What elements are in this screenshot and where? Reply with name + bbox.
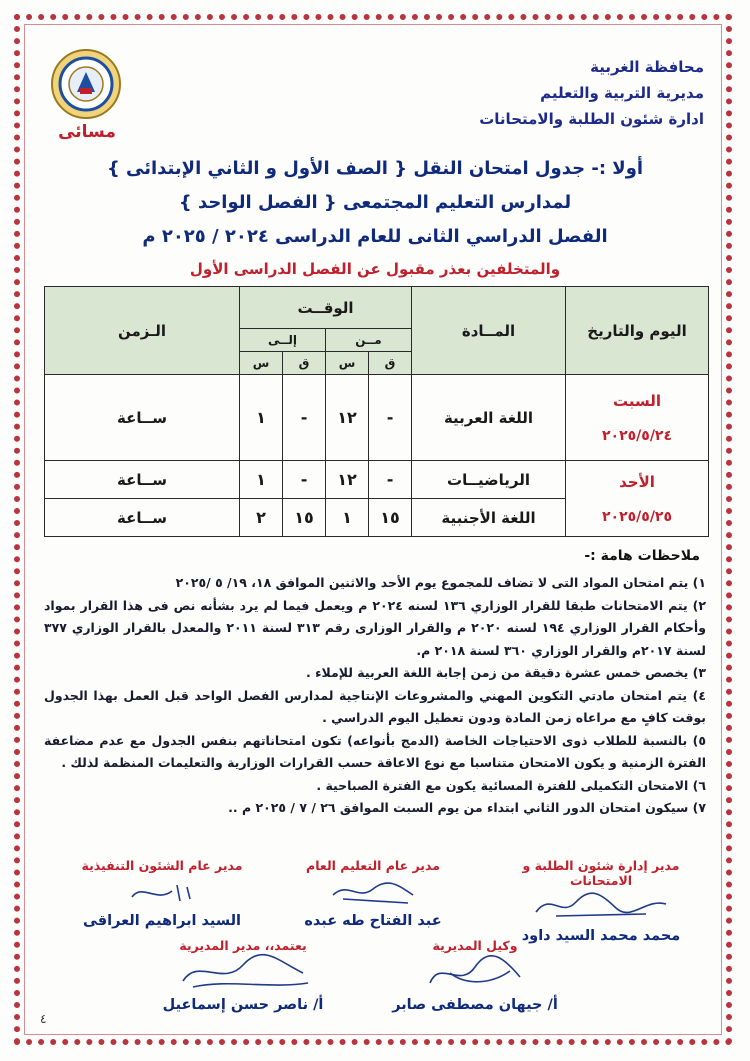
to-hour-cell: ١	[240, 461, 283, 499]
handwritten-signature-icon	[313, 873, 433, 909]
header-to-hour: س	[240, 352, 283, 375]
duration-cell: ســاعة	[45, 499, 240, 537]
to-min-cell: ١٥	[283, 499, 326, 537]
notes-list	[44, 572, 706, 820]
from-hour-cell: ١	[326, 499, 369, 537]
day-date-cell	[566, 461, 709, 537]
note-item: ٢) يتم الامتحانات طبقا للقرار الوزاري ١٣٦ لسنه ٢٠٢٤ م ويعمل فيما لم يرد بشأنه نص فى هذا القرار بمواد وأحكام القرار الوزاري ١٩٤ لسنه ٢٠٢٠ م والقرار الوزارى رقم ٣١٣ لسنة ٢٠١١ والمعدل بالقرار الوزاري ٣٧٧ لسنة ٢٠١٧م والقرار الوزاري ٣٦٠ لسنة ٢٠١٨ م.	[44, 597, 706, 658]
header-day-date: اليوم والتاريخ	[566, 287, 709, 375]
header-to-min: ق	[283, 352, 326, 375]
table-header-row	[45, 287, 709, 329]
to-min-cell: -	[283, 375, 326, 461]
logo-caption: مسائى	[58, 122, 116, 142]
signature-name: عبد الفتاح طه عبده	[304, 913, 442, 929]
header-duration: الـزمن	[45, 287, 240, 375]
note-item: ٤) يتم امتحان مادتي التكوين المهني والمشروعات الإنتاجية لمدارس الفصل الواحد قبل العمل بهذا الجدول بوقت كافٍ مع مراعاه زمن المادة ودون تعطيل اليوم الدراسي .	[44, 687, 706, 725]
handwritten-signature-icon	[102, 873, 222, 909]
note-item: ٥) بالنسبة للطلاب ذوى الاحتياجات الخاصة (الدمج بأنواعه) تكون امتحاناتهم بنفس الجدول مع عدم مضاعفة الفترة الزمنية و يكون الامتحان متناسبا مع نوع الاعاقة حسب القرارات الوزارية والتعليمات المنظمة لذلك .	[44, 732, 706, 770]
signature-executive-affairs	[62, 858, 262, 929]
subject-cell: الرياضيــات	[412, 461, 566, 499]
signature-role: يعتمد،، مدير المديرية	[179, 938, 307, 953]
note-item: ٧) سيكون امتحان الدور الثاني ابتداء من يوم السبت الموافق ٢٦ / ٧ / ٢٠٢٥ م ..	[228, 800, 706, 815]
title-line-3: الفصل الدراسي الثانى للعام الدراسى ٢٠٢٤ / ٢٠٢٥ م	[142, 226, 608, 247]
signature-director	[138, 938, 348, 1013]
day-date-cell	[566, 375, 709, 461]
handwritten-signature-icon	[526, 888, 676, 924]
signature-name: السيد ابراهيم العراقى	[82, 913, 242, 929]
title-line-4: والمتخلفين بعذر مقبول عن الفصل الدراسى الأول	[189, 260, 561, 278]
from-min-cell: -	[369, 375, 412, 461]
signature-name: أ/ جيهان مصطفى صابر	[392, 997, 558, 1013]
header-time: الوقــت	[240, 287, 412, 329]
to-hour-cell: ١	[240, 375, 283, 461]
signature-name: محمد محمد السيد داود	[521, 928, 681, 944]
duration-cell: ســاعة	[45, 375, 240, 461]
signature-role: مدير عام الشئون التنفيذية	[81, 858, 243, 873]
subject-cell: اللغة العربية	[412, 375, 566, 461]
title-line-1: أولا :- جدول امتحان النقل { الصف الأول و الثاني الإبتدائى }	[106, 158, 644, 179]
date-label: ٢٠٢٥/٥/٢٤	[601, 427, 673, 444]
subject-cell: اللغة الأجنبية	[412, 499, 566, 537]
to-hour-cell: ٢	[240, 499, 283, 537]
to-min-cell: -	[283, 461, 326, 499]
governorate-label: محافظة الغربية	[590, 58, 704, 76]
day-label: السبت	[612, 391, 662, 410]
signature-role: وكيل المديرية	[432, 938, 518, 953]
header-to: إلــى	[240, 329, 326, 352]
note-item: ١) يتم امتحان المواد التى لا تضاف للمجموع يوم الأحد والاثنين الموافق ١٨، ١٩/ ٥ /٢٠٢٥	[175, 575, 706, 590]
issuer-header	[479, 54, 704, 132]
signature-student-affairs	[496, 858, 706, 944]
from-min-cell: ١٥	[369, 499, 412, 537]
from-hour-cell: ١٢	[326, 375, 369, 461]
note-item: ٣) يخصص خمس عشرة دقيقة من زمن إجابة اللغة العربية للإملاء .	[306, 665, 706, 680]
duration-cell: ســاعة	[45, 461, 240, 499]
signature-name: أ/ ناصر حسن إسماعيل	[162, 997, 324, 1013]
directorate-seal-icon	[50, 48, 122, 120]
department-label: ادارة شئون الطلبة والامتحانات	[479, 110, 704, 128]
note-item: ٦) الامتحان التكميلى للفترة المسائية يكون مع الفترة الصباحية .	[316, 777, 706, 793]
table-row	[45, 461, 709, 499]
table-row	[45, 375, 709, 461]
signature-deputy	[380, 938, 570, 1013]
header-from: مــن	[326, 329, 412, 352]
day-label: الأحد	[619, 472, 655, 491]
notes-title: ملاحظات هامة :-	[584, 548, 700, 564]
title-line-2: لمدارس التعليم المجتمعى { الفصل الواحد }	[178, 192, 572, 213]
directorate-label: مديرية التربية والتعليم	[540, 84, 704, 102]
header-from-hour: س	[326, 352, 369, 375]
header-subject: المــادة	[412, 287, 566, 375]
header-from-min: ق	[369, 352, 412, 375]
exam-schedule-table	[44, 286, 709, 537]
signature-role: مدير عام التعليم العام	[306, 858, 440, 873]
from-hour-cell: ١٢	[326, 461, 369, 499]
document-titles	[40, 152, 710, 284]
from-min-cell: -	[369, 461, 412, 499]
signature-role: مدير إدارة شئون الطلبة و الامتحانات	[522, 858, 680, 888]
handwritten-signature-icon	[410, 953, 540, 993]
page-mark: ٤	[40, 1012, 47, 1026]
date-label: ٢٠٢٥/٥/٢٥	[601, 508, 673, 525]
handwritten-signature-icon	[168, 953, 318, 993]
signature-general-education	[278, 858, 468, 929]
